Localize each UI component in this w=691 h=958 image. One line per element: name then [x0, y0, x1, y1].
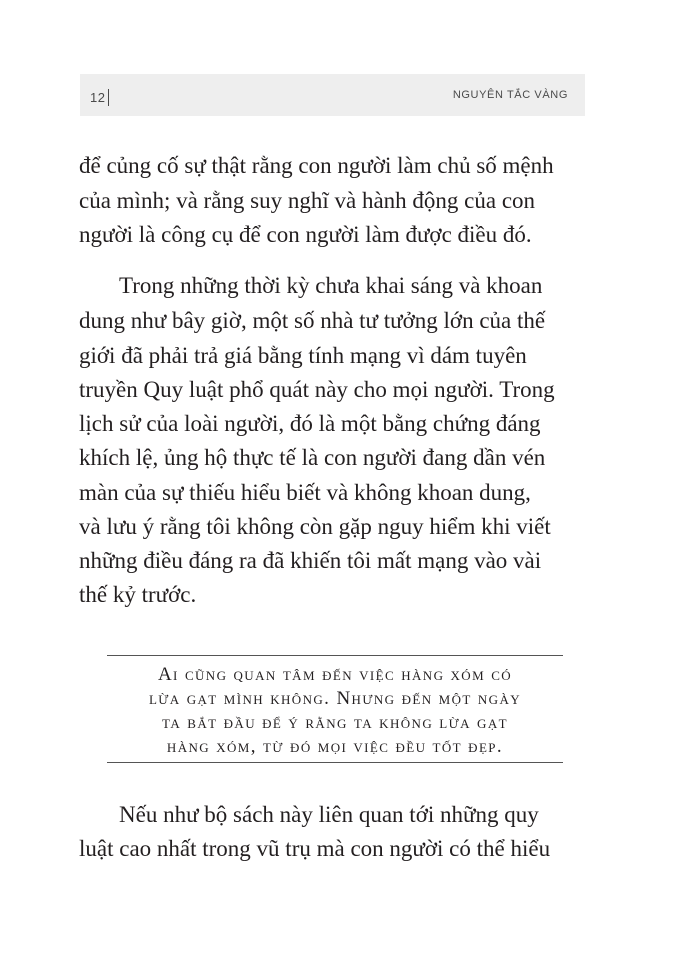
paragraph-line: khích lệ, ủng hộ thực tế là con người đang dần vén	[79, 445, 546, 470]
header-divider	[108, 89, 109, 106]
paragraph-line: để củng cố sự thật rằng con người làm chủ số mệnh	[79, 153, 554, 178]
paragraph-line: người là công cụ để con người làm được điều đó.	[79, 222, 532, 247]
pull-quote-line: Ai cũng quan tâm đến việc hàng xóm có	[157, 664, 513, 685]
paragraph-line: thế kỷ trước.	[79, 582, 197, 607]
paragraph-line: truyền Quy luật phổ quát này cho mọi người. Trong	[79, 377, 555, 402]
pull-quote-top-rule	[107, 655, 563, 656]
pull-quote-line: ta bắt đầu để ý rằng ta không lừa gạt	[162, 712, 508, 733]
paragraph-line: và lưu ý rằng tôi không còn gặp nguy hiểm khi viết	[79, 514, 551, 539]
pull-quote-line: hàng xóm, từ đó mọi việc đều tốt đẹp.	[166, 736, 504, 757]
paragraph-line: những điều đáng ra đã khiến tôi mất mạng vào vài	[79, 548, 542, 573]
paragraph-line: lịch sử của loài người, đó là một bằng chứng đáng	[79, 411, 541, 436]
paragraph-line: của mình; và rằng suy nghĩ và hành động của con	[79, 188, 536, 213]
paragraph-line: luật cao nhất trong vũ trụ mà con người có thể hiểu	[79, 836, 551, 861]
paragraph-line: giới đã phải trả giá bằng tính mạng vì dám tuyên	[79, 343, 527, 368]
page-number: 12	[90, 90, 106, 105]
running-header	[80, 74, 585, 116]
paragraph-line: màn của sự thiếu hiểu biết và không khoan dung,	[79, 480, 531, 505]
paragraph-line: Trong những thời kỳ chưa khai sáng và khoan	[119, 273, 543, 298]
paragraph-line: Nếu như bộ sách này liên quan tới những quy	[119, 802, 539, 827]
running-title: NGUYÊN TẮC VÀNG	[452, 89, 568, 101]
pull-quote-bottom-rule	[107, 762, 563, 763]
paragraph-line: dung như bây giờ, một số nhà tư tưởng lớn của thế	[79, 308, 546, 333]
pull-quote-line: lừa gạt mình không. Nhưng đến một ngày	[148, 688, 522, 709]
